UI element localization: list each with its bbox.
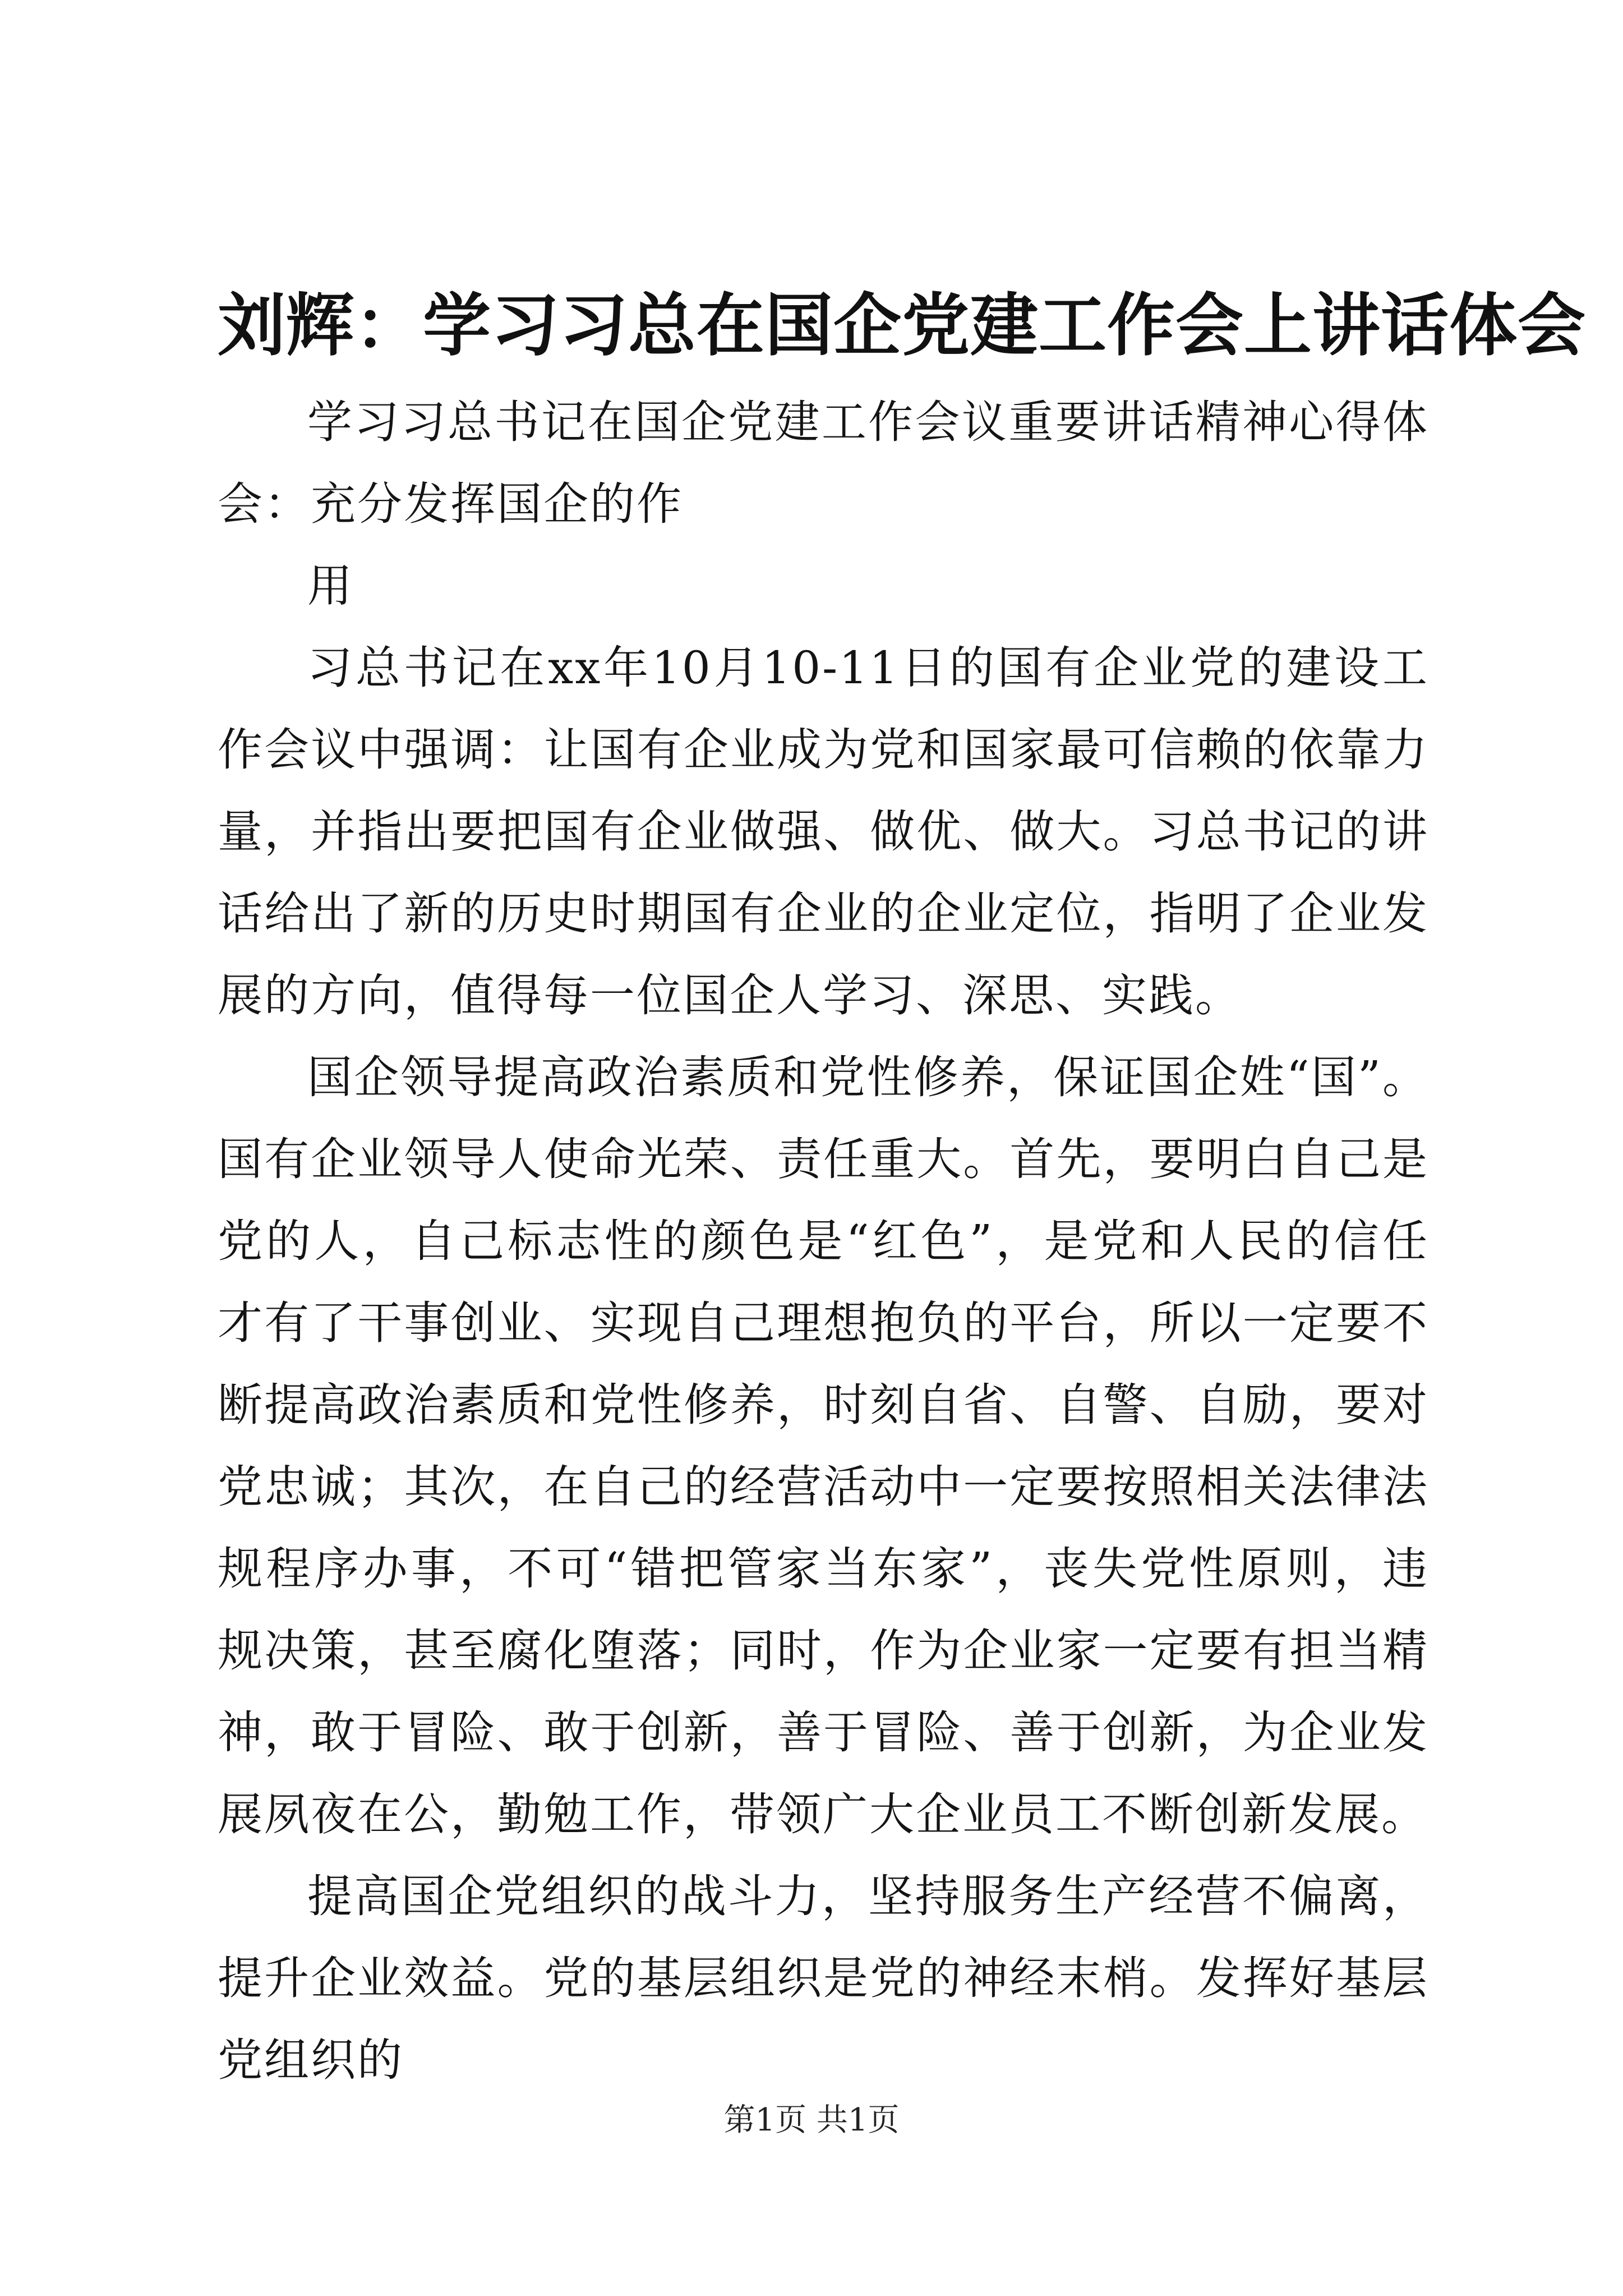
paragraph-intro: 习总书记在xx年10月10-11日的国有企业党的建设工作会议中强调：让国有企业成为党和国家最可信赖的依靠力量，并指出要把国有企业做强、做优、做大。习总书记的讲话给出了新的历史时期国有企业的企业定位，指明了企业发展的方向，值得每一位国企人学习、深思、实践。 — [218, 642, 1429, 1022]
page-number-footer: 第1页 共1页 — [723, 2102, 900, 2138]
paragraph-party-organization: 提高国企党组织的战斗力，坚持服务生产经营不偏离，提升企业效益。党的基层组织是党的神经末梢。发挥好基层党组织的 — [218, 1870, 1429, 2086]
document-title: 刘辉：学习习总在国企党建工作会上讲话体会 — [218, 285, 1587, 365]
paragraph-subtitle-continuation: 用 — [307, 560, 354, 612]
paragraph-subtitle: 学习习总书记在国企党建工作会议重要讲话精神心得体会：充分发挥国企的作 — [218, 396, 1429, 530]
document-body — [218, 381, 1429, 2101]
paragraph-leadership: 国企领导提高政治素质和党性修养，保证国企姓“国”。国有企业领导人使命光荣、责任重大。首先，要明白自己是党的人，自己标志性的颜色是“红色”，是党和人民的信任才有了干事创业、实现自己理想抱负的平台，所以一定要不断提高政治素质和党性修养，时刻自省、自警、自励，要对党忠诚；其次，在自己的经营活动中一定要按照相关法律法规程序办事，不可“错把管家当东家”，丧失党性原则，违规决策，甚至腐化堕落；同时，作为企业家一定要有担当精神，敢于冒险、敢于创新，善于冒险、善于创新，为企业发展夙夜在公，勤勉工作，带领广大企业员工不断创新发展。 — [218, 1051, 1429, 1841]
